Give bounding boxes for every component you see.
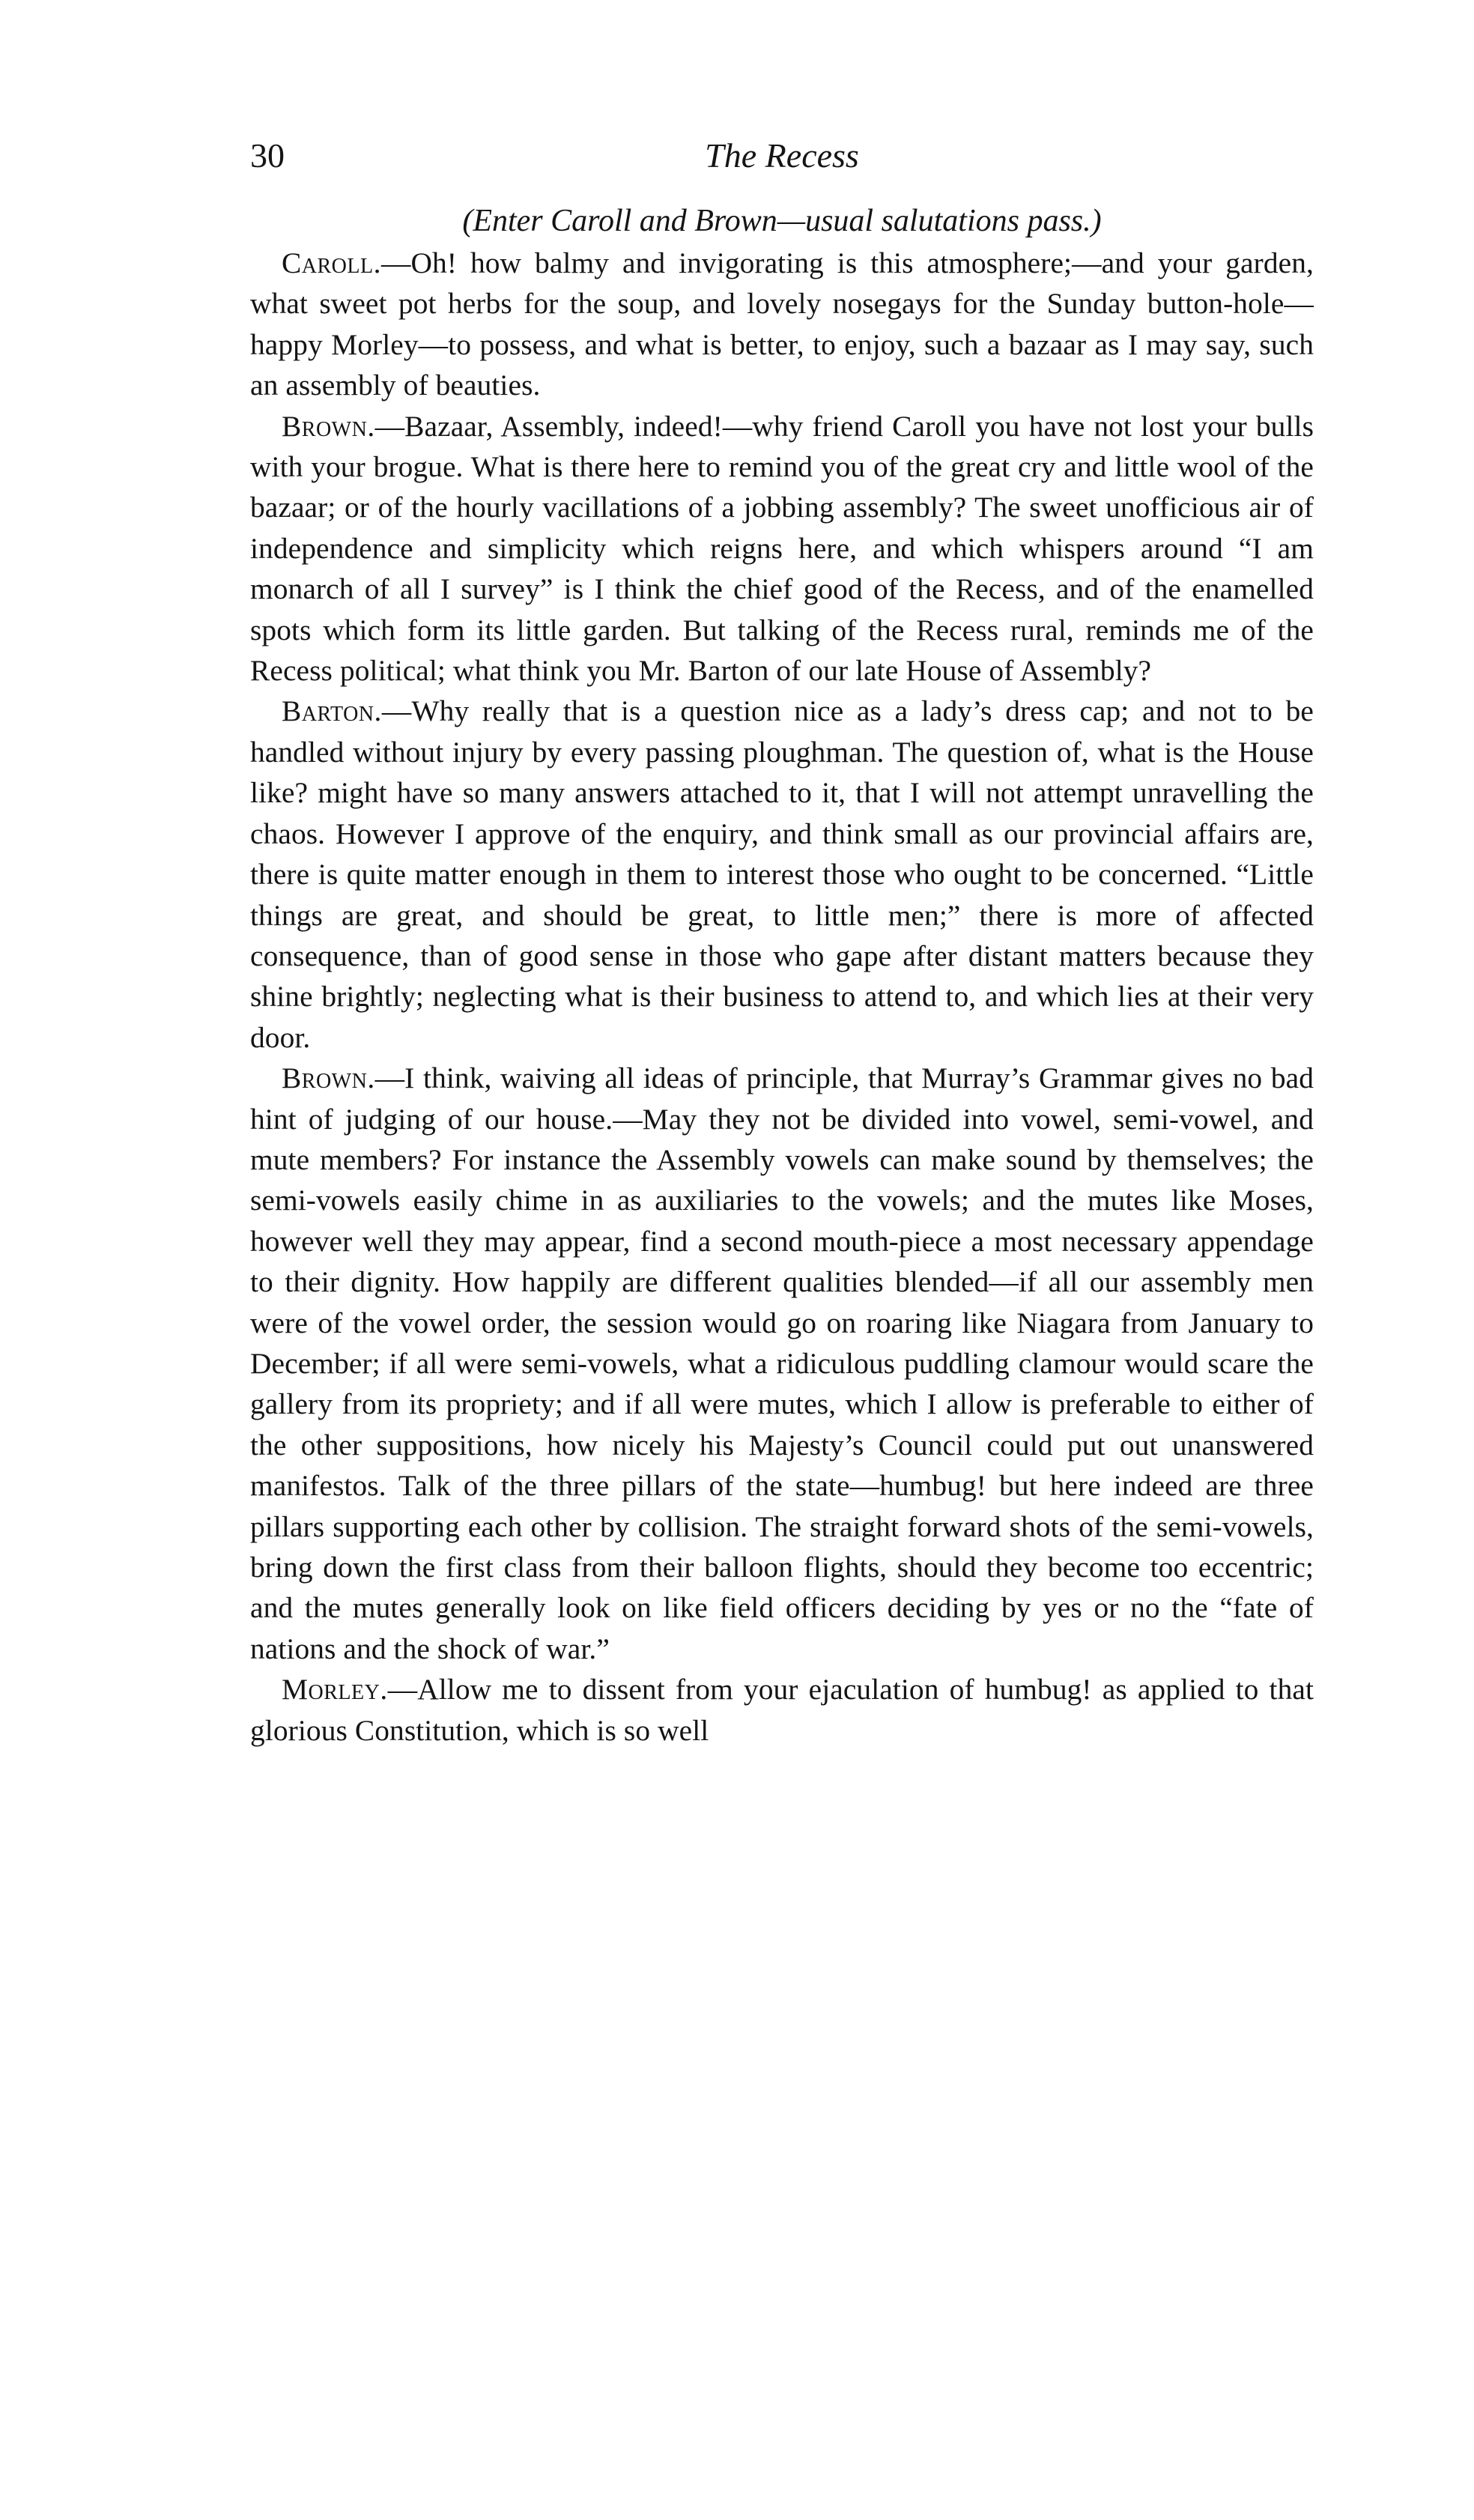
speech-brown-second (250, 1058, 1314, 1669)
speech-text: —Bazaar, Assembly, indeed!—why friend Caroll you have not lost your bulls with your brogue. What is there here to remind you of the great cry and little wool of the bazaar; or of the hourly vacillations of a jobbing assembly? The sweet unofficious air of independence and simplicity which reigns here, and which whispers around “I am monarch of all I survey” is I think the chief good of the Recess, and of the enamelled spots which form its little garden. But talking of the Recess rural, reminds me of the Recess political; what think you Mr. Barton of our late House of Assembly? (250, 409, 1314, 688)
speaker-name: Morley. (282, 1673, 388, 1706)
speech-barton (250, 691, 1314, 1058)
speech-brown (250, 406, 1314, 691)
speech-caroll (250, 243, 1314, 406)
page-number: 30 (250, 136, 285, 175)
speech-text: —Why really that is a question nice as a lady’s dress cap; and not to be handled without injury by every passing ploughman. The question of, what is the House like? might have so many answers attached to it, that I will not attempt unravelling the chaos. However I approve of the enquiry, and think small as our provincial affairs are, there is quite matter enough in them to interest those who ought to be concerned. “Little things are great, and should be great, to little men;” there is more of affected consequence, than of good sense in those who gape after distant matters because they shine brightly; neglecting what is their business to attend to, and which lies at their very door. (250, 694, 1314, 1054)
book-page (250, 133, 1314, 2381)
running-title: The Recess (705, 136, 859, 175)
speaker-name: Brown. (282, 1061, 375, 1095)
speaker-name: Barton. (282, 694, 382, 728)
speech-text: —I think, waiving all ideas of principle, that Murray’s Grammar gives no bad hint of judging of our house.—May they not be divided into vowel, semi-vowel, and mute members? For instance the Assembly vowels can make sound by themselves; the semi-vowels easily chime in as auxiliaries to the vowels; and the mutes like Moses, however well they may appear, find a second mouth-piece a most necessary appendage to their dignity. How happily are different qualities blended—if all our assembly men were of the vowel order, the session would go on roaring like Niagara from January to December; if all were semi-vowels, what a ridiculous puddling clamour would scare the gallery from its propriety; and if all were mutes, which I allow is preferable to either of the other suppositions, how nicely his Majesty’s Council could put out unanswered manifestos. Talk of the three pillars of the state—humbug! but here indeed are three pillars supporting each other by collision. The straight forward shots of the semi-vowels, bring down the first class from their balloon flights, should they become too eccentric; and the mutes generally look on like field officers deciding by yes or no the “fate of nations and the shock of war.” (250, 1061, 1314, 1665)
speech-morley (250, 1669, 1314, 1751)
running-head (250, 133, 1314, 201)
stage-direction: (Enter Caroll and Brown—usual salutations pass.) (462, 204, 1102, 238)
speaker-name: Caroll. (282, 246, 381, 279)
speech-text: —Allow me to dissent from your ejaculation of humbug! as applied to that glorious Constitution, which is so well (250, 1673, 1314, 1747)
speaker-name: Brown. (282, 409, 375, 443)
speech-text: —Oh! how balmy and invigorating is this atmosphere;—and your garden, what sweet pot herbs for the soup, and lovely nosegays for the Sunday button-hole—happy Morley—to possess, and what is better, to enjoy, such a bazaar as I may say, such an assembly of beauties. (250, 246, 1314, 402)
